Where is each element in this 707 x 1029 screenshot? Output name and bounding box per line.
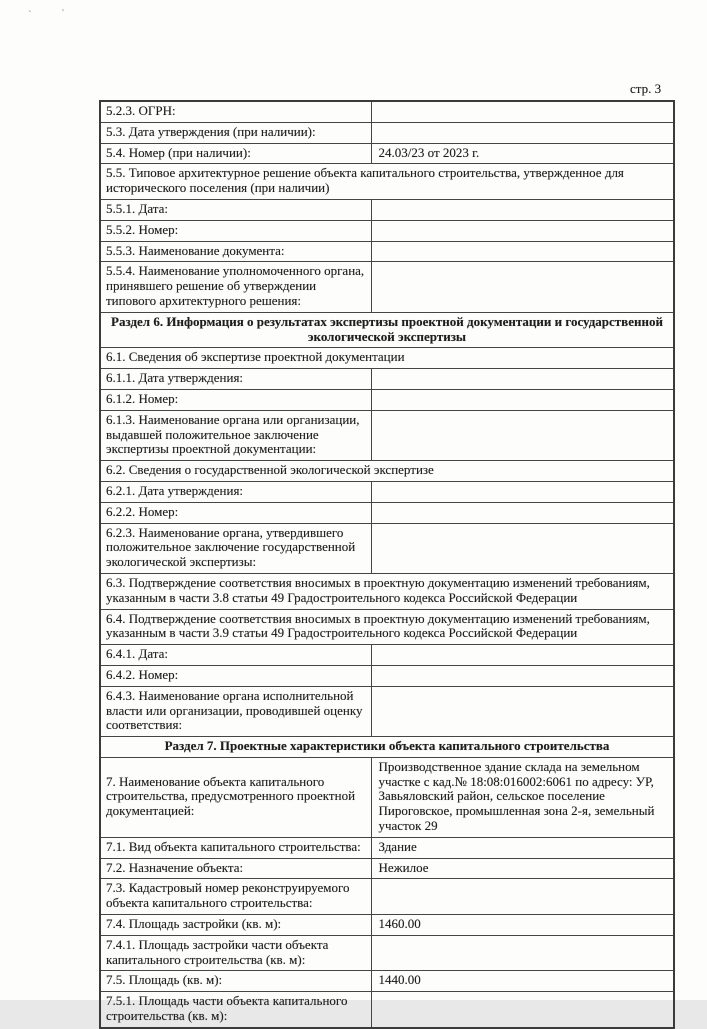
row-label-cell: 6.2. Сведения о государственной экологической экспертизе — [100, 461, 674, 482]
row-label-cell: 7.5.1. Площадь части объекта капитального строительства (кв. м): — [100, 992, 371, 1028]
section-title-cell: Раздел 7. Проектные характеристики объекта капитального строительства — [100, 737, 674, 758]
row-value-cell — [371, 481, 674, 502]
row-label-cell: 6.4. Подтверждение соответствия вносимых в проектную документацию изменений требованиям, указанным в части 3.9 статьи 49 Градостроительного кодекса Российской Федерации — [100, 609, 674, 645]
table-row — [100, 645, 674, 666]
table-row — [100, 199, 674, 220]
table-row — [100, 915, 674, 936]
row-label-cell: 6.1.1. Дата утверждения: — [100, 369, 371, 390]
table-row — [100, 389, 674, 410]
row-label-cell: 6.2.2. Номер: — [100, 502, 371, 523]
row-label-cell: 6.3. Подтверждение соответствия вносимых в проектную документацию изменений требованиям, указанным в части 3.8 статьи 49 Градостроительного кодекса Российской Федерации — [100, 573, 674, 609]
row-label-cell: 6.1. Сведения об экспертизе проектной документации — [100, 348, 674, 369]
row-value-cell — [371, 241, 674, 262]
row-value-cell: Производственное здание склада на земельном участке с кад.№ 18:08:016002:6061 по адресу: УР, Завьяловский район, сельское поселение Пироговское, промышленная зона 2-я, земельный участок 29 — [371, 757, 674, 837]
section-header-row — [100, 737, 674, 758]
row-label-cell: 5.5.2. Номер: — [100, 220, 371, 241]
row-label-cell: 6.2.1. Дата утверждения: — [100, 481, 371, 502]
row-label-cell: 7.3. Кадастровый номер реконструируемого объекта капитального строительства: — [100, 879, 371, 915]
row-label-cell: 6.4.1. Дата: — [100, 645, 371, 666]
scan-artifact-mark: ` — [27, 8, 34, 22]
table-row — [100, 164, 674, 200]
row-label-cell: 7.2. Назначение объекта: — [100, 858, 371, 879]
table-row — [100, 609, 674, 645]
row-label-cell: 5.4. Номер (при наличии): — [100, 143, 371, 164]
table-row — [100, 502, 674, 523]
row-value-cell — [371, 262, 674, 312]
section-title-cell: Раздел 6. Информация о результатах экспертизы проектной документации и государственной экологической экспертизы — [100, 312, 674, 348]
doc-table-body — [100, 101, 674, 1028]
table-row — [100, 262, 674, 312]
table-row — [100, 220, 674, 241]
row-value-cell: Здание — [371, 837, 674, 858]
row-value-cell — [371, 502, 674, 523]
row-value-cell — [371, 665, 674, 686]
row-value-cell — [371, 389, 674, 410]
table-row — [100, 837, 674, 858]
row-value-cell — [371, 122, 674, 143]
document-table — [99, 100, 675, 1029]
row-value-cell: 1460.00 — [371, 915, 674, 936]
table-row — [100, 461, 674, 482]
table-row — [100, 523, 674, 573]
row-label-cell: 5.5.1. Дата: — [100, 199, 371, 220]
table-row — [100, 935, 674, 971]
page-number: стр. 3 — [630, 81, 662, 96]
row-value-cell: 24.03/23 от 2023 г. — [371, 143, 674, 164]
row-value-cell — [371, 645, 674, 666]
table-row — [100, 143, 674, 164]
row-value-cell — [371, 220, 674, 241]
row-label-cell: 7. Наименование объекта капитального строительства, предусмотренного проектной документацией: — [100, 757, 371, 837]
row-label-cell: 5.2.3. ОГРН: — [100, 101, 371, 122]
row-label-cell: 5.5.4. Наименование уполномоченного органа, принявшего решение об утверждении типового архитектурного решения: — [100, 262, 371, 312]
table-row — [100, 410, 674, 460]
table-row — [100, 992, 674, 1028]
table-row — [100, 879, 674, 915]
row-label-cell: 7.1. Вид объекта капитального строительства: — [100, 837, 371, 858]
row-label-cell: 5.5.3. Наименование документа: — [100, 241, 371, 262]
table-row — [100, 122, 674, 143]
row-label-cell: 6.1.2. Номер: — [100, 389, 371, 410]
row-label-cell: 6.4.3. Наименование органа исполнительной власти или организации, проводившей оценку соответствия: — [100, 686, 371, 736]
row-value-cell — [371, 410, 674, 460]
table-row — [100, 101, 674, 122]
row-value-cell — [371, 101, 674, 122]
row-label-cell: 6.4.2. Номер: — [100, 665, 371, 686]
table-row — [100, 971, 674, 992]
table-row — [100, 481, 674, 502]
table-row — [100, 686, 674, 736]
row-value-cell — [371, 686, 674, 736]
row-label-cell: 5.5. Типовое архитектурное решение объекта капитального строительства, утвержденное для исторического поселения (при наличии) — [100, 164, 674, 200]
table-row — [100, 348, 674, 369]
row-value-cell — [371, 935, 674, 971]
row-label-cell: 7.4.1. Площадь застройки части объекта капитального строительства (кв. м): — [100, 935, 371, 971]
row-label-cell: 6.2.3. Наименование органа, утвердившего положительное заключение государственной экологической экспертизы: — [100, 523, 371, 573]
table-row — [100, 757, 674, 837]
section-header-row — [100, 312, 674, 348]
row-value-cell — [371, 992, 674, 1028]
scan-artifact-mark: ' — [62, 7, 64, 19]
row-value-cell: 1440.00 — [371, 971, 674, 992]
row-label-cell: 5.3. Дата утверждения (при наличии): — [100, 122, 371, 143]
row-value-cell — [371, 199, 674, 220]
row-value-cell — [371, 523, 674, 573]
row-value-cell: Нежилое — [371, 858, 674, 879]
table-row — [100, 369, 674, 390]
row-label-cell: 6.1.3. Наименование органа или организации, выдавшей положительное заключение экспертизы проектной документации: — [100, 410, 371, 460]
row-label-cell: 7.5. Площадь (кв. м): — [100, 971, 371, 992]
table-row — [100, 573, 674, 609]
table-row — [100, 241, 674, 262]
row-value-cell — [371, 369, 674, 390]
row-value-cell — [371, 879, 674, 915]
table-row — [100, 665, 674, 686]
row-label-cell: 7.4. Площадь застройки (кв. м): — [100, 915, 371, 936]
table-row — [100, 858, 674, 879]
